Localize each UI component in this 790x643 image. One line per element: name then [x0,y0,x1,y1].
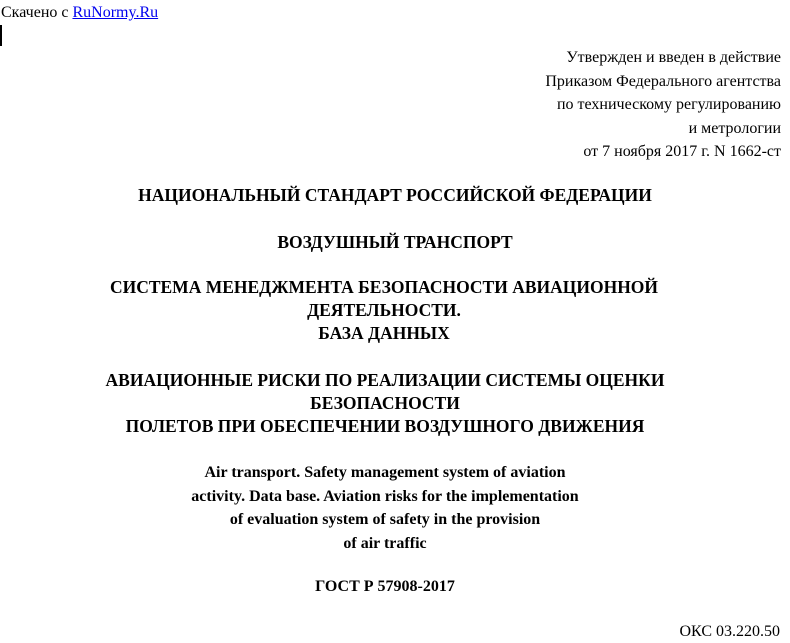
oks-code: ОКС 03.220.50 [679,623,780,640]
heading-line: БЕЗОПАСНОСТИ [310,393,460,413]
approval-line: Приказом Федерального агентства [545,72,781,90]
approval-line: и метрологии [688,119,781,137]
national-standard-heading [0,184,790,207]
source-attribution [1,3,158,23]
english-title-line: activity. Data base. Aviation risks for the implementation [191,487,579,505]
english-title-line: of air traffic [343,534,427,552]
english-title-line: of evaluation system of safety in the provision [229,511,541,528]
air-transport-heading [0,231,790,254]
source-prefix: Скачено с [1,4,69,21]
approval-line: по техническому регулированию [556,96,781,113]
english-title [0,461,780,555]
heading-line: БАЗА ДАННЫХ [318,323,450,343]
heading-line: АВИАЦИОННЫЕ РИСКИ ПО РЕАЛИЗАЦИИ СИСТЕМЫ ОЦЕНКИ [105,370,665,390]
standard-designation: ГОСТ Р 57908-2017 [315,578,455,595]
heading-line: ПОЛЕТОВ ПРИ ОБЕСПЕЧЕНИИ ВОЗДУШНОГО ДВИЖЕНИЯ [125,416,645,436]
risks-heading [0,369,780,438]
system-heading [0,276,779,345]
english-title-line: Air transport. Safety management system of aviation [204,464,566,481]
heading-line: ДЕЯТЕЛЬНОСТИ. [307,300,461,320]
source-link[interactable]: RuNormy.Ru [72,4,159,21]
approval-block [545,46,781,164]
heading-line: НАЦИОНАЛЬНЫЙ СТАНДАРТ РОССИЙСКОЙ ФЕДЕРАЦИИ [138,185,652,205]
approval-line: от 7 ноября 2017 г. N 1662-ст [583,143,781,160]
heading-line: СИСТЕМА МЕНЕДЖМЕНТА БЕЗОПАСНОСТИ АВИАЦИОННОЙ [109,277,659,297]
approval-line: Утвержден и введен в действие [566,49,781,66]
text-cursor [0,25,2,46]
heading-line: ВОЗДУШНЫЙ ТРАНСПОРТ [277,232,513,252]
